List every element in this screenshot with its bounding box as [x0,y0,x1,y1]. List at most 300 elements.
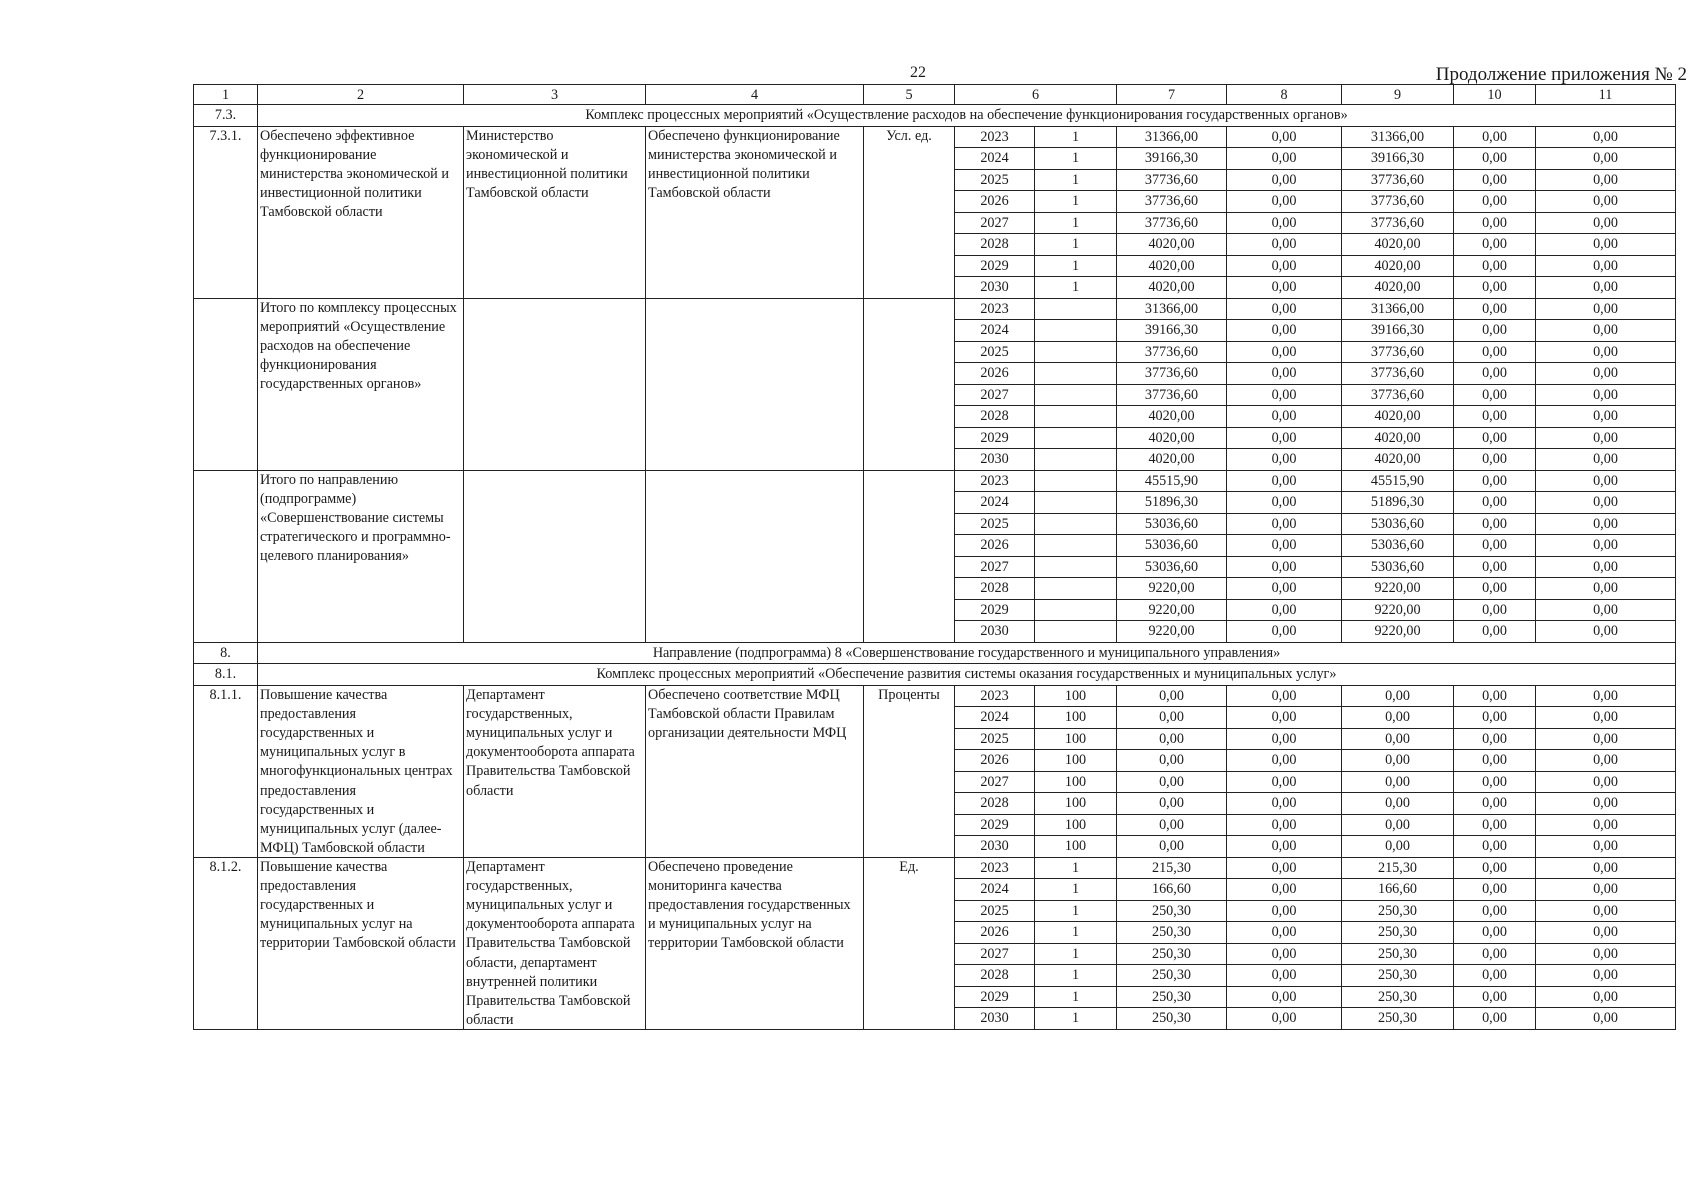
header-row [194,85,1676,105]
row-number [194,277,258,299]
responsible-cell [464,685,646,799]
table-row [194,298,1676,320]
indicator-value: 100 [1035,771,1117,793]
amount-c7: 4020,00 [1117,449,1227,471]
table-row [194,427,1676,449]
unit-cell [864,126,955,148]
result-cell [258,857,464,952]
year-cell: 2028 [955,234,1035,256]
empty-cell [646,492,864,514]
amount-c7: 31366,00 [1117,298,1227,320]
amount-c8: 0,00 [1227,771,1342,793]
amount-c9: 0,00 [1342,750,1454,772]
empty-cell [464,341,646,363]
year-cell: 2030 [955,836,1035,858]
year-cell: 2027 [955,556,1035,578]
unit-cell [864,556,955,578]
characteristic-cell [646,793,864,815]
characteristic-cell [646,277,864,299]
indicator-value: 1 [1035,212,1117,234]
unit-cell [864,965,955,987]
amount-c7: 250,30 [1117,965,1227,987]
result-cell [258,126,464,221]
program-table [193,84,1676,1030]
amount-c9: 37736,60 [1342,341,1454,363]
empty-cell [646,341,864,363]
year-cell: 2026 [955,750,1035,772]
amount-c11: 0,00 [1536,707,1676,729]
amount-c11: 0,00 [1536,148,1676,170]
year-cell: 2024 [955,320,1035,342]
amount-c10: 0,00 [1454,1008,1536,1030]
amount-c10: 0,00 [1454,148,1536,170]
amount-c10: 0,00 [1454,793,1536,815]
empty-cell [464,513,646,535]
indicator-value [1035,406,1117,428]
amount-c11: 0,00 [1536,793,1676,815]
indicator-value: 1 [1035,965,1117,987]
table-row [194,470,1676,492]
amount-c10: 0,00 [1454,169,1536,191]
responsible-text: Департамент государственных, муниципальных услуг и документооборота аппарата Правительства Тамбовской области [466,686,635,799]
empty-cell [646,556,864,578]
amount-c9: 37736,60 [1342,191,1454,213]
amount-c11: 0,00 [1536,771,1676,793]
table-row [194,126,1676,148]
row-number [194,965,258,987]
amount-c10: 0,00 [1454,535,1536,557]
year-cell: 2028 [955,406,1035,428]
amount-c9: 37736,60 [1342,384,1454,406]
table-row [194,965,1676,987]
empty-cell [464,298,646,320]
amount-c7: 0,00 [1117,750,1227,772]
year-cell: 2023 [955,685,1035,707]
unit-cell [864,728,955,750]
indicator-value: 1 [1035,169,1117,191]
amount-c11: 0,00 [1536,169,1676,191]
amount-c8: 0,00 [1227,986,1342,1008]
responsible-cell [464,857,646,1029]
amount-c10: 0,00 [1454,814,1536,836]
unit-cell [864,535,955,557]
section-row [194,105,1676,127]
amount-c7: 9220,00 [1117,578,1227,600]
amount-c8: 0,00 [1227,363,1342,385]
unit-cell [864,986,955,1008]
unit-cell [864,470,955,492]
row-number [194,836,258,858]
amount-c9: 4020,00 [1342,277,1454,299]
amount-c8: 0,00 [1227,707,1342,729]
amount-c7: 39166,30 [1117,148,1227,170]
year-cell: 2025 [955,341,1035,363]
column-header: 7 [1117,85,1227,105]
amount-c11: 0,00 [1536,814,1676,836]
unit-cell [864,599,955,621]
empty-cell [464,363,646,385]
empty-cell [646,470,864,492]
year-cell: 2029 [955,986,1035,1008]
responsible-text: Министерство экономической и инвестиционной политики Тамбовской области [466,127,628,202]
year-cell: 2023 [955,298,1035,320]
result-cell [258,1008,464,1030]
amount-c9: 0,00 [1342,771,1454,793]
amount-c7: 250,30 [1117,986,1227,1008]
column-header: 4 [646,85,864,105]
amount-c10: 0,00 [1454,728,1536,750]
year-cell: 2030 [955,449,1035,471]
amount-c9: 4020,00 [1342,449,1454,471]
year-cell: 2025 [955,169,1035,191]
row-number [194,513,258,535]
empty-cell [464,406,646,428]
column-header: 10 [1454,85,1536,105]
label-cell [258,599,464,621]
amount-c10: 0,00 [1454,234,1536,256]
amount-c9: 0,00 [1342,728,1454,750]
responsible-cell [464,212,646,234]
amount-c8: 0,00 [1227,341,1342,363]
empty-cell [646,513,864,535]
unit-cell [864,363,955,385]
indicator-value: 1 [1035,126,1117,148]
amount-c8: 0,00 [1227,470,1342,492]
amount-c9: 250,30 [1342,900,1454,922]
result-text: Повышение качества предоставления государственных и муниципальных услуг на территории Тамбовской области [260,858,456,952]
amount-c10: 0,00 [1454,427,1536,449]
amount-c7: 4020,00 [1117,277,1227,299]
amount-c9: 0,00 [1342,685,1454,707]
section-number: 8.1. [194,664,258,686]
amount-c9: 37736,60 [1342,363,1454,385]
amount-c11: 0,00 [1536,599,1676,621]
amount-c8: 0,00 [1227,148,1342,170]
table-row [194,599,1676,621]
amount-c11: 0,00 [1536,212,1676,234]
result-cell [258,234,464,256]
unit-cell [864,320,955,342]
row-number [194,621,258,643]
amount-c8: 0,00 [1227,857,1342,879]
responsible-cell [464,234,646,256]
row-number [194,298,258,320]
amount-c7: 250,30 [1117,1008,1227,1030]
amount-c11: 0,00 [1536,363,1676,385]
amount-c9: 4020,00 [1342,406,1454,428]
year-cell: 2026 [955,191,1035,213]
amount-c10: 0,00 [1454,320,1536,342]
amount-c10: 0,00 [1454,879,1536,901]
amount-c8: 0,00 [1227,578,1342,600]
amount-c8: 0,00 [1227,556,1342,578]
amount-c10: 0,00 [1454,556,1536,578]
label-cell [258,427,464,449]
indicator-value [1035,320,1117,342]
amount-c7: 0,00 [1117,836,1227,858]
amount-c7: 215,30 [1117,857,1227,879]
row-number [194,879,258,901]
indicator-value [1035,513,1117,535]
year-cell: 2025 [955,513,1035,535]
amount-c10: 0,00 [1454,384,1536,406]
unit-cell [864,578,955,600]
column-header: 1 [194,85,258,105]
empty-cell [464,320,646,342]
table-row [194,621,1676,643]
amount-c7: 9220,00 [1117,599,1227,621]
amount-c10: 0,00 [1454,277,1536,299]
amount-c8: 0,00 [1227,1008,1342,1030]
amount-c8: 0,00 [1227,836,1342,858]
continuation-note: Продолжение приложения № 2 [1435,64,1687,85]
year-cell: 2027 [955,943,1035,965]
year-cell: 2025 [955,900,1035,922]
amount-c10: 0,00 [1454,255,1536,277]
amount-c9: 31366,00 [1342,298,1454,320]
unit-cell [864,922,955,944]
unit-cell [864,836,955,858]
amount-c9: 166,60 [1342,879,1454,901]
unit-cell [864,943,955,965]
amount-c7: 250,30 [1117,900,1227,922]
amount-c9: 0,00 [1342,707,1454,729]
indicator-value [1035,621,1117,643]
amount-c10: 0,00 [1454,857,1536,879]
unit-cell [864,427,955,449]
unit-cell [864,191,955,213]
table-row [194,406,1676,428]
amount-c8: 0,00 [1227,750,1342,772]
unit-cell [864,879,955,901]
indicator-value [1035,449,1117,471]
amount-c10: 0,00 [1454,986,1536,1008]
amount-c11: 0,00 [1536,191,1676,213]
row-number [194,707,258,729]
responsible-cell [464,255,646,277]
empty-cell [646,320,864,342]
row-number [194,728,258,750]
characteristic-cell [646,1008,864,1030]
amount-c11: 0,00 [1536,277,1676,299]
characteristic-cell [646,685,864,741]
year-cell: 2029 [955,814,1035,836]
responsible-cell [464,277,646,299]
row-number [194,578,258,600]
empty-cell [464,535,646,557]
responsible-cell [464,814,646,836]
column-header: 8 [1227,85,1342,105]
label-cell [258,578,464,600]
empty-cell [646,384,864,406]
amount-c11: 0,00 [1536,728,1676,750]
column-header: 11 [1536,85,1676,105]
amount-c11: 0,00 [1536,578,1676,600]
empty-cell [646,449,864,471]
row-number [194,1008,258,1030]
amount-c7: 4020,00 [1117,406,1227,428]
amount-c9: 215,30 [1342,857,1454,879]
amount-c7: 0,00 [1117,707,1227,729]
result-cell [258,685,464,857]
row-number [194,406,258,428]
characteristic-cell [646,750,864,772]
table-body [194,85,1676,1030]
table-row [194,578,1676,600]
indicator-value: 1 [1035,148,1117,170]
unit-cell [864,212,955,234]
amount-c9: 53036,60 [1342,513,1454,535]
amount-c9: 51896,30 [1342,492,1454,514]
amount-c11: 0,00 [1536,234,1676,256]
amount-c8: 0,00 [1227,169,1342,191]
amount-c11: 0,00 [1536,986,1676,1008]
amount-c9: 39166,30 [1342,148,1454,170]
row-number [194,814,258,836]
indicator-value: 1 [1035,191,1117,213]
amount-c10: 0,00 [1454,621,1536,643]
characteristic-cell [646,836,864,858]
amount-c7: 0,00 [1117,771,1227,793]
column-header: 9 [1342,85,1454,105]
unit-cell [864,1008,955,1030]
row-number [194,234,258,256]
year-cell: 2028 [955,965,1035,987]
amount-c9: 0,00 [1342,814,1454,836]
year-cell: 2027 [955,212,1035,234]
unit-cell [864,793,955,815]
amount-c11: 0,00 [1536,836,1676,858]
amount-c8: 0,00 [1227,427,1342,449]
indicator-value: 1 [1035,1008,1117,1030]
indicator-value: 1 [1035,234,1117,256]
characteristic-cell [646,814,864,836]
indicator-value: 1 [1035,943,1117,965]
year-cell: 2028 [955,578,1035,600]
unit-cell [864,298,955,320]
section-number: 7.3. [194,105,258,127]
result-text: Повышение качества предоставления государственных и муниципальных услуг в многофункциональных центрах предоставления государственных и муниципальных услуг (далее- МФЦ) Тамбовской области [260,686,453,857]
amount-c7: 37736,60 [1117,169,1227,191]
empty-cell [464,384,646,406]
year-cell: 2030 [955,1008,1035,1030]
amount-c9: 37736,60 [1342,169,1454,191]
amount-c7: 53036,60 [1117,556,1227,578]
row-number [194,212,258,234]
amount-c10: 0,00 [1454,922,1536,944]
amount-c8: 0,00 [1227,492,1342,514]
amount-c8: 0,00 [1227,900,1342,922]
unit-cell [864,449,955,471]
empty-cell [464,621,646,643]
amount-c11: 0,00 [1536,126,1676,148]
unit-cell [864,900,955,922]
year-cell: 2026 [955,363,1035,385]
section-row [194,642,1676,664]
amount-c10: 0,00 [1454,685,1536,707]
amount-c11: 0,00 [1536,750,1676,772]
row-number [194,535,258,557]
indicator-value: 100 [1035,814,1117,836]
amount-c7: 250,30 [1117,943,1227,965]
responsible-cell [464,126,646,202]
indicator-value: 1 [1035,857,1117,879]
amount-c10: 0,00 [1454,212,1536,234]
amount-c8: 0,00 [1227,535,1342,557]
unit-text: Проценты [878,686,940,703]
unit-cell [864,685,955,707]
table-row [194,1008,1676,1030]
unit-cell [864,234,955,256]
amount-c10: 0,00 [1454,771,1536,793]
amount-c11: 0,00 [1536,341,1676,363]
year-cell: 2028 [955,793,1035,815]
row-number [194,943,258,965]
amount-c8: 0,00 [1227,879,1342,901]
year-cell: 2030 [955,621,1035,643]
year-cell: 2023 [955,126,1035,148]
indicator-value [1035,556,1117,578]
amount-c9: 9220,00 [1342,621,1454,643]
amount-c10: 0,00 [1454,750,1536,772]
characteristic-text: Обеспечено функционирование министерства экономической и инвестиционной политики Тамбовской области [648,127,840,202]
year-cell: 2030 [955,277,1035,299]
unit-cell [864,492,955,514]
empty-cell [646,427,864,449]
empty-cell [464,599,646,621]
year-cell: 2023 [955,857,1035,879]
amount-c10: 0,00 [1454,341,1536,363]
amount-c8: 0,00 [1227,320,1342,342]
amount-c8: 0,00 [1227,298,1342,320]
row-number [194,449,258,471]
unit-text: Усл. ед. [886,127,932,144]
amount-c7: 0,00 [1117,685,1227,707]
amount-c10: 0,00 [1454,513,1536,535]
amount-c10: 0,00 [1454,599,1536,621]
amount-c11: 0,00 [1536,255,1676,277]
amount-c9: 45515,90 [1342,470,1454,492]
amount-c7: 0,00 [1117,793,1227,815]
amount-c11: 0,00 [1536,857,1676,879]
year-cell: 2027 [955,771,1035,793]
row-number-text: 7.3.1. [209,127,242,144]
row-number [194,320,258,342]
amount-c10: 0,00 [1454,836,1536,858]
indicator-value: 100 [1035,793,1117,815]
label-cell [258,298,464,393]
amount-c9: 250,30 [1342,922,1454,944]
amount-c7: 37736,60 [1117,341,1227,363]
amount-c11: 0,00 [1536,449,1676,471]
empty-cell [646,621,864,643]
label-cell [258,449,464,471]
amount-c7: 45515,90 [1117,470,1227,492]
amount-c9: 250,30 [1342,986,1454,1008]
indicator-value: 100 [1035,836,1117,858]
row-number [194,986,258,1008]
indicator-value [1035,427,1117,449]
indicator-value [1035,384,1117,406]
empty-cell [464,578,646,600]
amount-c11: 0,00 [1536,427,1676,449]
row-number [194,341,258,363]
amount-c8: 0,00 [1227,513,1342,535]
unit-cell [864,277,955,299]
unit-cell [864,255,955,277]
amount-c9: 53036,60 [1342,556,1454,578]
amount-c8: 0,00 [1227,277,1342,299]
